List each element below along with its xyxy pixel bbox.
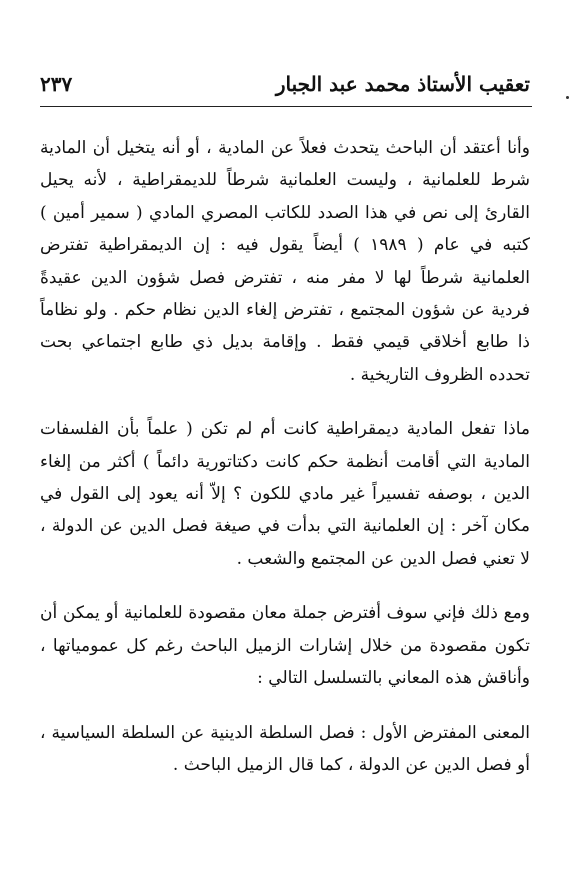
- paragraph-4: المعنى المفترض الأول : فصل السلطة الدينية عن السلطة السياسية ، أو فصل الدين عن الدولة ، كما قال الزميل الباحث .: [40, 722, 530, 775]
- scan-speck: [566, 96, 569, 99]
- paragraph-3: ومع ذلك فإني سوف أفترض جملة معان مقصودة للعلمانية أو يمكن أن تكون مقصودة من خلال إشارات الزميل الباحث رغم كل عمومياتها ، وأناقش هذه المعاني بالتسلسل التالي :: [40, 603, 530, 689]
- page-number: ٢٣٧: [40, 72, 73, 96]
- paragraph-2: ماذا تفعل المادية ديمقراطية كانت أم لم تكن ( علماً بأن الفلسفات المادية التي أقامت أنظمة حكم كانت دكتاتورية دائماً ) أكثر من إلغاء الدين ، بوصفه تفسيراً غير مادي للكون ؟ إلاّ أنه يعود إلى القول في مكان آخر : إن العلمانية التي بدأت في صيغة فصل الدين عن الدولة ، لا تعني فصل الدين عن المجتمع والشعب .: [40, 419, 530, 569]
- body-text: [40, 132, 530, 803]
- paragraph-1: وأنا أعتقد أن الباحث يتحدث فعلاً عن المادية ، أو أنه يتخيل أن المادية شرط للعلمانية ، وليست العلمانية شرطاً للديمقراطية ، لأنه يحيل القارئ إلى نص في هذا الصدد للكاتب المصري المادي ( سمير أمين ) كتبه في عام ( ١٩٨٩ ) أيضاً يقول فيه : إن الديمقراطية تفترض العلمانية شرطاً لها لا مفر منه ، تفترض فصل شؤون الدين عقيدةً فردية عن شؤون المجتمع ، تفترض إلغاء الدين نظام حكم . ولو نظاماً ذا طابع أخلاقي قيمي فقط . وإقامة بديل ذي طابع اجتماعي بحت تحدده الظروف التاريخية .: [40, 138, 530, 385]
- running-header-title: تعقيب الأستاذ محمد عبد الجبار: [275, 72, 530, 96]
- header-rule: [40, 106, 532, 107]
- running-header: [40, 70, 530, 104]
